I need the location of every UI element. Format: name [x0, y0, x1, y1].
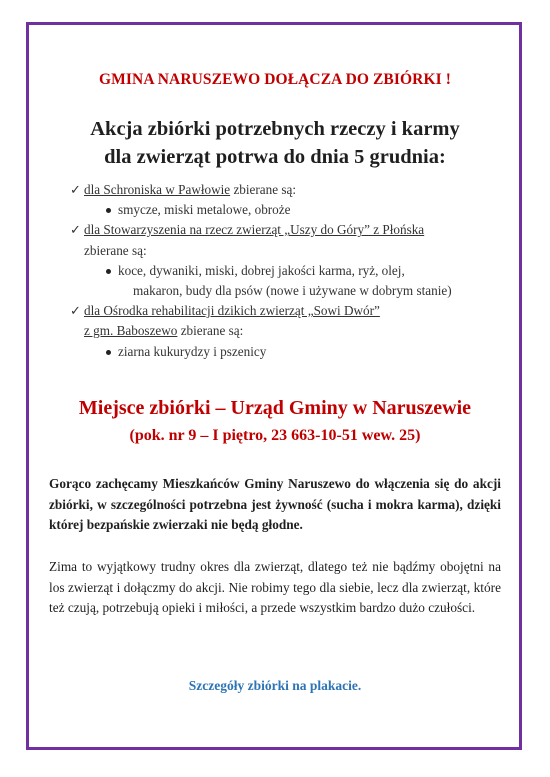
- sub-item-association: [70, 261, 490, 281]
- check-icon: ✓: [70, 182, 81, 197]
- check-icon: ✓: [70, 222, 81, 238]
- shelter-link[interactable]: dla Schroniska w Pawłowie: [84, 182, 231, 197]
- sub-item-rehab: [70, 342, 490, 362]
- rehab-link-cont[interactable]: z gm. Baboszewo: [84, 323, 178, 339]
- sub-item-text: koce, dywaniki, miski, dobrej jakości karma, ryż, olej,: [118, 262, 405, 278]
- winter-paragraph: Zima to wyjątkowy trudny okres dla zwierząt, dlatego też nie bądźmy obojętni na los zwierząt i dołączmy do akcji. Nie robimy tego dla siebie, lecz dla zwierząt, które też czują, potrzebują opieki i miłości, a przede wszystkim bardzo dużo czułości.: [49, 559, 501, 616]
- bullet-icon: [106, 269, 111, 274]
- headline: GMINA NARUSZEWO DOŁĄCZA DO ZBIÓRKI !: [99, 71, 451, 88]
- collection-place-details: (pok. nr 9 – I piętro, 23 663-10-51 wew. 25): [129, 427, 421, 444]
- sub-item-text: makaron, budy dla psów (nowe i używane w dobrym stanie): [133, 283, 452, 299]
- collection-list: [70, 180, 490, 362]
- subtitle-line-2: dla zwierząt potrwa do dnia 5 grudnia:: [104, 146, 446, 168]
- sub-item-association-cont: [70, 281, 490, 301]
- list-item-text: zbierane są:: [84, 242, 147, 258]
- collection-place-title: Miejsce zbiórki – Urząd Gminy w Naruszewie: [78, 397, 472, 419]
- bullet-icon: [106, 350, 111, 355]
- rehab-link[interactable]: dla Ośrodka rehabilitacji dzikich zwierząt „Sowi Dwór”: [84, 303, 380, 319]
- list-item-association: [70, 220, 490, 240]
- association-link[interactable]: dla Stowarzyszenia na rzecz zwierząt „Uszy do Góry” z Płońska: [84, 222, 425, 238]
- subtitle: [0, 115, 550, 171]
- list-item-text: zbierane są:: [230, 182, 297, 197]
- list-item-rehab-cont: [70, 321, 490, 341]
- sub-item-text: ziarna kukurydzy i pszenicy: [118, 343, 267, 359]
- sub-item-text: smycze, miski metalowe, obroże: [118, 202, 291, 218]
- list-item-association-cont: [70, 241, 490, 261]
- list-item-shelter: [70, 180, 490, 200]
- list-item-text: zbierane są:: [177, 323, 244, 339]
- appeal-paragraph: Gorąco zachęcamy Mieszkańców Gminy Naruszewo do włączenia się do akcji zbiórki, w szczególności potrzebna jest żywność (sucha i mokra karma), dzięki której bezpańskie zwierzaki nie będą głodne.: [49, 476, 501, 533]
- subtitle-line-1: Akcja zbiórki potrzebnych rzeczy i karmy: [90, 118, 460, 140]
- check-icon: ✓: [70, 303, 81, 319]
- sub-item-shelter: [70, 200, 490, 220]
- list-item-rehab: [70, 301, 490, 321]
- details-note: Szczegóły zbiórki na plakacie.: [188, 678, 362, 693]
